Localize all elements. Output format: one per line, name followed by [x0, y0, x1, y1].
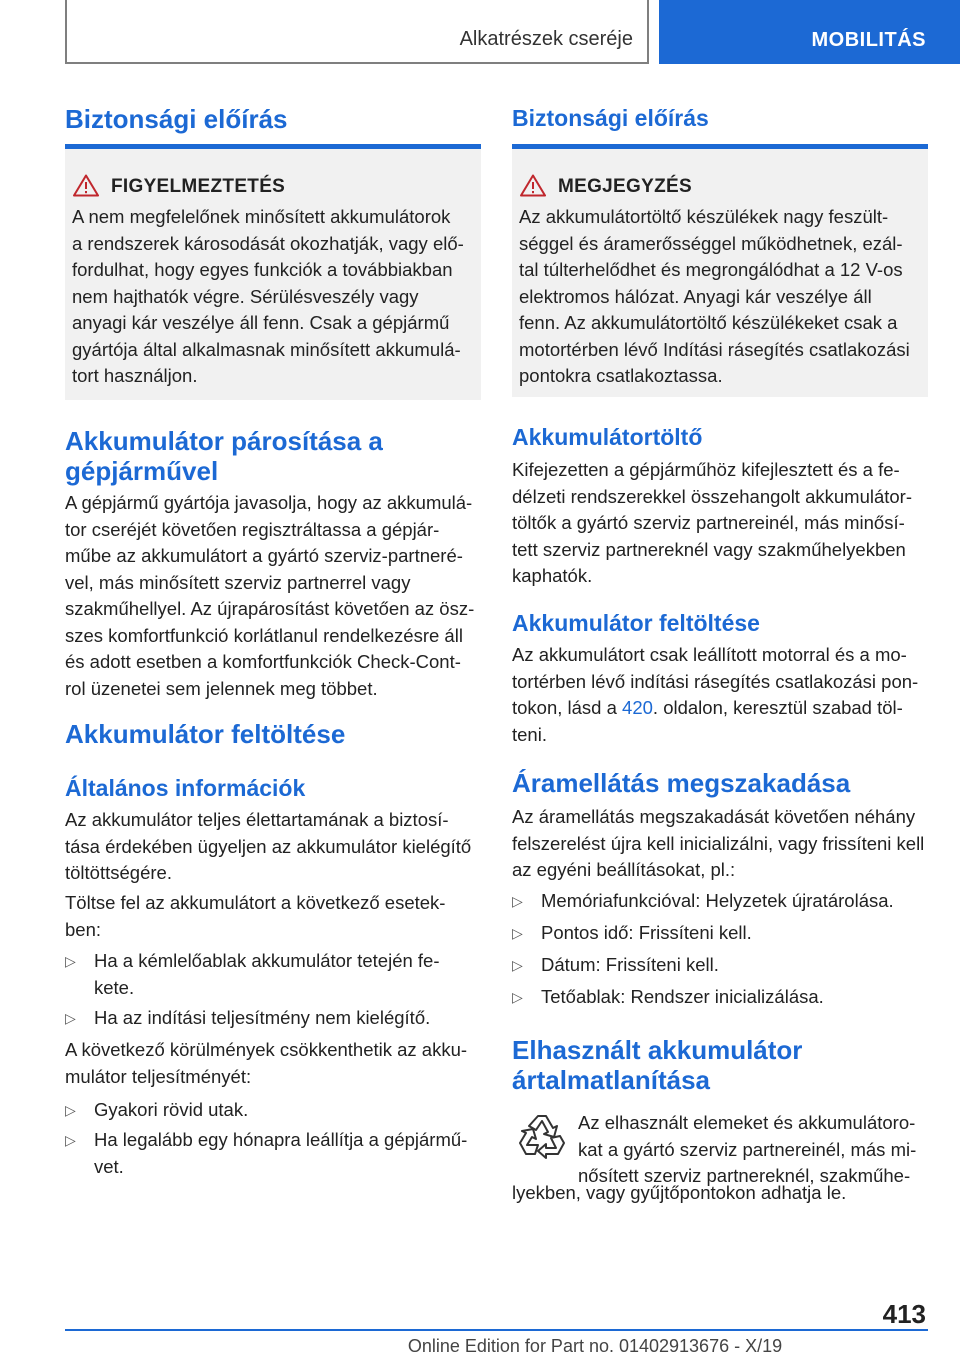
bullet-icon: ▷ [65, 1010, 76, 1026]
list-item-line: kete. [94, 976, 135, 998]
safety-heading-left: Biztonsági előírás [65, 104, 288, 134]
list-item-line: Ha legalább egy hónapra leállítja a gépjármű- [94, 1129, 468, 1150]
note-line: tal túlterhelődhet és megrongálódhat a 12 V-os [519, 259, 903, 280]
note-line: séggel és áramerősséggel működhetnek, ezál- [519, 232, 903, 254]
note-line: fenn. Az akkumulátortöltő készülékeket csak a [519, 312, 898, 333]
pairing-line: műbe az akkumulátort a gyártó szerviz-partneré- [65, 545, 463, 566]
section-tab [65, 0, 649, 64]
charging-line-pre: tokon, lásd a [512, 697, 623, 718]
list-item-text [94, 1127, 479, 1180]
warning-line: anyagi kár veszélye áll fenn. Csak a gépjármű [72, 312, 450, 333]
list-item-text [94, 1005, 479, 1032]
warning-line: a rendszerek károsodását okozhatják, vagy elő- [72, 232, 464, 254]
disposal-heading [512, 1035, 802, 1095]
list-item-line: Gyakori rövid utak. [94, 1099, 249, 1120]
general-heading: Általános információk [65, 775, 306, 801]
charge-when-line: Töltse fel az akkumulátort a következő esetek- [65, 892, 446, 913]
pairing-heading-line: Akkumulátor párosítása a [65, 426, 383, 456]
list-item-text: Memóriafunkcióval: Helyzetek újratárolása. [541, 890, 894, 911]
list-item [65, 1127, 481, 1181]
disposal-text-indented [578, 1110, 928, 1190]
bullet-icon: ▷ [512, 989, 523, 1005]
chapter-tab [659, 0, 960, 64]
list-item [512, 920, 928, 948]
note-line: motortérben lévő Indítási rásegítés csatlakozási [519, 338, 910, 360]
charging-heading-right: Akkumulátor feltöltése [512, 610, 760, 636]
pairing-line: tor cseréjét követően regisztráltassa a gépjár- [65, 518, 440, 540]
general-text [65, 807, 481, 887]
bullet-icon: ▷ [65, 1132, 76, 1148]
list-item-text: Pontos idő: Frissíteni kell. [541, 922, 752, 943]
reduce-text [65, 1037, 481, 1090]
power-line: Az áramellátás megszakadását követően néhány [512, 806, 916, 827]
warning-title: FIGYELMEZTETÉS [111, 176, 286, 197]
note-line: pontokra csatlakoztassa. [519, 365, 723, 386]
pairing-line: vel, más minősített szerviz partnerrel vagy [65, 571, 411, 593]
charge-when-text [65, 890, 481, 943]
charging-line: tortérben lévő indítási rásegítés csatlakozási pon- [512, 670, 919, 692]
reduce-line: A következő körülmények csökkenthetik az akku- [65, 1039, 468, 1060]
charger-text [512, 457, 928, 590]
bullet-icon: ▷ [512, 957, 523, 973]
list-item [512, 952, 928, 980]
warning-line: A nem megfelelőnek minősített akkumulátorok [72, 206, 451, 227]
disposal-line: nősített szerviz partnereknél, szakműhe- [578, 1165, 911, 1186]
charging-line [512, 695, 928, 722]
chapter-title: MOBILITÁS [811, 29, 926, 51]
power-heading: Áramellátás megszakadása [512, 768, 851, 798]
charger-line: délzeti rendszerekkel összehangolt akkumulátor- [512, 485, 913, 507]
list-item [512, 888, 928, 916]
charger-heading: Akkumulátortöltő [512, 424, 703, 450]
general-line: Az akkumulátor teljes élettartamának a biztosí- [65, 809, 449, 830]
list-item-text [94, 948, 479, 1001]
footer-divider [65, 1329, 928, 1331]
note-text [519, 204, 924, 390]
disposal-line: kat a gyártó szerviz partnereinél, más mi- [578, 1138, 917, 1160]
page-header [0, 0, 960, 66]
bullet-icon: ▷ [512, 893, 523, 909]
pairing-heading [65, 426, 383, 486]
list-item-text: Tetőablak: Rendszer inicializálása. [541, 986, 824, 1007]
page-reference-link[interactable]: 420 [622, 697, 653, 718]
charging-heading-left: Akkumulátor feltöltése [65, 719, 346, 749]
section-title: Alkatrészek cseréje [459, 28, 633, 50]
warning-line: fordulhat, hogy egyes funkciók a továbbiakban [72, 259, 453, 280]
warning-line: gyártója által alkalmasnak minősített akkumulá- [72, 338, 461, 360]
warning-triangle-icon [520, 174, 546, 197]
list-item [65, 1005, 481, 1033]
pairing-line: szes komfortfunkció korlátlanul rendelkezésre áll [65, 624, 463, 646]
disposal-line: Az elhasznált elemeket és akkumulátoro- [578, 1112, 916, 1133]
charger-line: kaphatók. [512, 565, 593, 586]
pairing-text [65, 490, 481, 702]
pairing-line: és adott esetben a komfortfunkciók Check-Cont- [65, 651, 461, 672]
edition-text: Online Edition for Part no. 01402913676 - X/19 [407, 1336, 783, 1356]
power-line: felszerelést újra kell inicializálni, vagy frissíteni kell [512, 832, 925, 854]
note-line: Az akkumulátortöltő készülékek nagy feszült- [519, 206, 889, 227]
bullet-icon: ▷ [65, 953, 76, 969]
warning-triangle-icon [73, 174, 99, 197]
list-item-line: vet. [94, 1155, 124, 1177]
charging-line: teni. [512, 723, 547, 745]
safety-heading-right: Biztonsági előírás [512, 105, 709, 131]
charge-when-line: ben: [65, 918, 102, 940]
charging-line: Az akkumulátort csak leállított motorral és a mo- [512, 644, 907, 665]
warning-box [65, 144, 481, 400]
pairing-line: szakműhellyel. Az újrapárosítást követően az ösz- [65, 598, 475, 619]
note-title: MEGJEGYZÉS [558, 176, 692, 197]
pairing-heading-line: gépjárművel [65, 456, 219, 486]
pairing-line: A gépjármű gyártója javasolja, hogy az akkumulá- [65, 492, 473, 513]
bullet-icon: ▷ [512, 925, 523, 941]
list-item-line: Ha az indítási teljesítmény nem kielégítő. [94, 1007, 431, 1028]
disposal-heading-line: ártalmatlanítása [512, 1065, 710, 1095]
charger-line: Kifejezetten a gépjárműhöz kifejlesztett és a fe- [512, 459, 900, 480]
charger-line: töltők a gyártó szerviz partnereinél, más minősí- [512, 512, 905, 533]
pairing-line: rol üzenetei sem jelennek meg többet. [65, 677, 378, 699]
disposal-line-last: lyekben, vagy gyűjtőpontokon adhatja le. [512, 1182, 847, 1203]
list-item-text [94, 1097, 479, 1124]
list-item [65, 1097, 481, 1125]
general-line: töltöttségére. [65, 862, 172, 883]
list-item [65, 948, 481, 1002]
bullet-icon: ▷ [65, 1102, 76, 1118]
warning-text [72, 204, 477, 390]
power-line: az egyéni beállításokat, pl.: [512, 859, 736, 880]
recycle-icon [516, 1110, 568, 1162]
warning-line: nem hajthatók végre. Sérülésveszély vagy [72, 285, 419, 307]
list-item-line: Ha a kémlelőablak akkumulátor tetején fe- [94, 950, 440, 971]
note-line: elektromos hálózat. Anyagi kár veszélye áll [519, 285, 872, 307]
charging-line-post: . oldalon, keresztül szabad töl- [652, 697, 903, 718]
warning-line: tort használjon. [72, 365, 198, 386]
charger-line: tett szerviz partnereknél vagy szakműhelyekben [512, 538, 906, 560]
list-item-text: Dátum: Frissíteni kell. [541, 954, 719, 975]
note-box [512, 144, 928, 397]
list-item [512, 984, 928, 1012]
reduce-line: mulátor teljesítményét: [65, 1065, 252, 1087]
charging-text [512, 642, 928, 748]
general-line: tása érdekében ügyeljen az akkumulátor kielégítő [65, 835, 472, 857]
disposal-heading-line: Elhasznált akkumulátor [512, 1035, 803, 1065]
power-text [512, 804, 928, 884]
page-number: 413 [882, 1299, 926, 1329]
